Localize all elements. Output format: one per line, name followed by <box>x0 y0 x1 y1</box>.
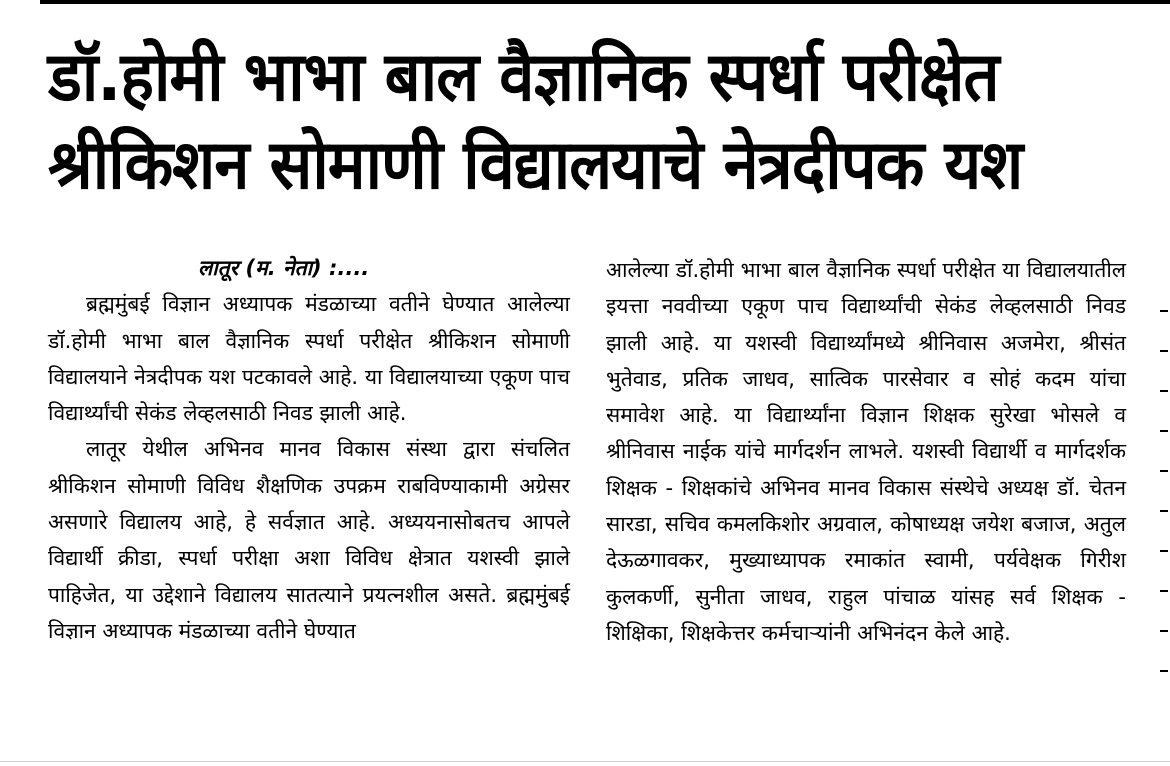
edge-mark <box>1160 430 1168 432</box>
headline-line-2: श्रीकिशन सोमाणी विद्यालयाचे नेत्रदीपक यश <box>48 126 1023 205</box>
edge-mark <box>1160 310 1168 312</box>
headline <box>48 34 1062 210</box>
bottom-rule <box>0 761 1170 762</box>
headline-line-1: डॉ.होमी भाभा बाल वैज्ञानिक स्पर्धा परीक्षेत <box>48 38 999 117</box>
dateline: लातूर (म. नेता) :.... <box>198 256 370 280</box>
article-column-right <box>606 252 1126 651</box>
adjacent-article-edge <box>1156 60 1170 766</box>
edge-mark <box>1160 670 1168 672</box>
edge-mark <box>1160 390 1168 392</box>
edge-mark <box>1160 510 1168 512</box>
edge-mark <box>1160 550 1168 552</box>
paragraph-1: ब्रह्ममुंबई विज्ञान अध्यापक मंडळाच्या वतीने घेण्यात आलेल्या डॉ.होमी भाभा बाल वैज्ञानिक स्पर्धा परीक्षेत श्रीकिशन सोमाणी विद्यालयाने नेत्रदीपक यश पटकावले आहे. या विद्यालयाच्या एकूण पाच विद्यार्थ्यांची सेकंड लेव्हलसाठी निवड झाली आहे. <box>48 292 570 426</box>
article-column-left <box>48 250 570 649</box>
edge-mark <box>1160 630 1168 632</box>
edge-mark <box>1160 590 1168 592</box>
paragraph-2: लातूर येथील अभिनव मानव विकास संस्था द्वारा संचलित श्रीकिशन सोमाणी विविध शैक्षणिक उपक्रम राबविण्याकामी अग्रेसर असणारे विद्यालय आहे, हे सर्वज्ञात आहे. अध्ययनासोबतच आपले विद्यार्थी क्रीडा, स्पर्धा परीक्षा अशा विविध क्षेत्रात यशस्वी झाले पाहिजेत, या उद्देशाने विद्यालय सातत्याने प्रयत्नशील असते. ब्रह्ममुंबई विज्ञान अध्यापक मंडळाच्या वतीने घेण्यात <box>48 437 570 643</box>
paragraph-3: आलेल्या डॉ.होमी भाभा बाल वैज्ञानिक स्पर्धा परीक्षेत या विद्यालयातील इयत्ता नववीच्या एकूण पाच विद्यार्थ्यांची सेकंड लेव्हलसाठी निवड झाली आहे. या यशस्वी विद्यार्थ्यांमध्ये श्रीनिवास अजमेरा, श्रीसंत भुतेवाड, प्रतिक जाधव, सात्विक पारसेवार व सोहं कदम यांचा समावेश आहे. या विद्यार्थ्यांना विज्ञान शिक्षक सुरेखा भोसले व श्रीनिवास नाईक यांचे मार्गदर्शन लाभले. यशस्वी विद्यार्थी व मार्गदर्शक शिक्षक - शिक्षकांचे अभिनव मानव विकास संस्थेचे अध्यक्ष डॉ. चेतन सारडा, सचिव कमलकिशोर अग्रवाल, कोषाध्यक्ष जयेश बजाज, अतुल देऊळगावकर, मुख्याध्यापक रमाकांत स्वामी, पर्यवेक्षक गिरीश कुलकर्णी, सुनीता जाधव, राहुल पांचाळ यांसह सर्व शिक्षक - शिक्षिका, शिक्षकेत्तर कर्मचाऱ्यांनी अभिनंदन केले आहे. <box>606 258 1126 645</box>
edge-mark <box>1160 350 1168 352</box>
top-rule <box>40 0 1170 4</box>
edge-mark <box>1160 470 1168 472</box>
